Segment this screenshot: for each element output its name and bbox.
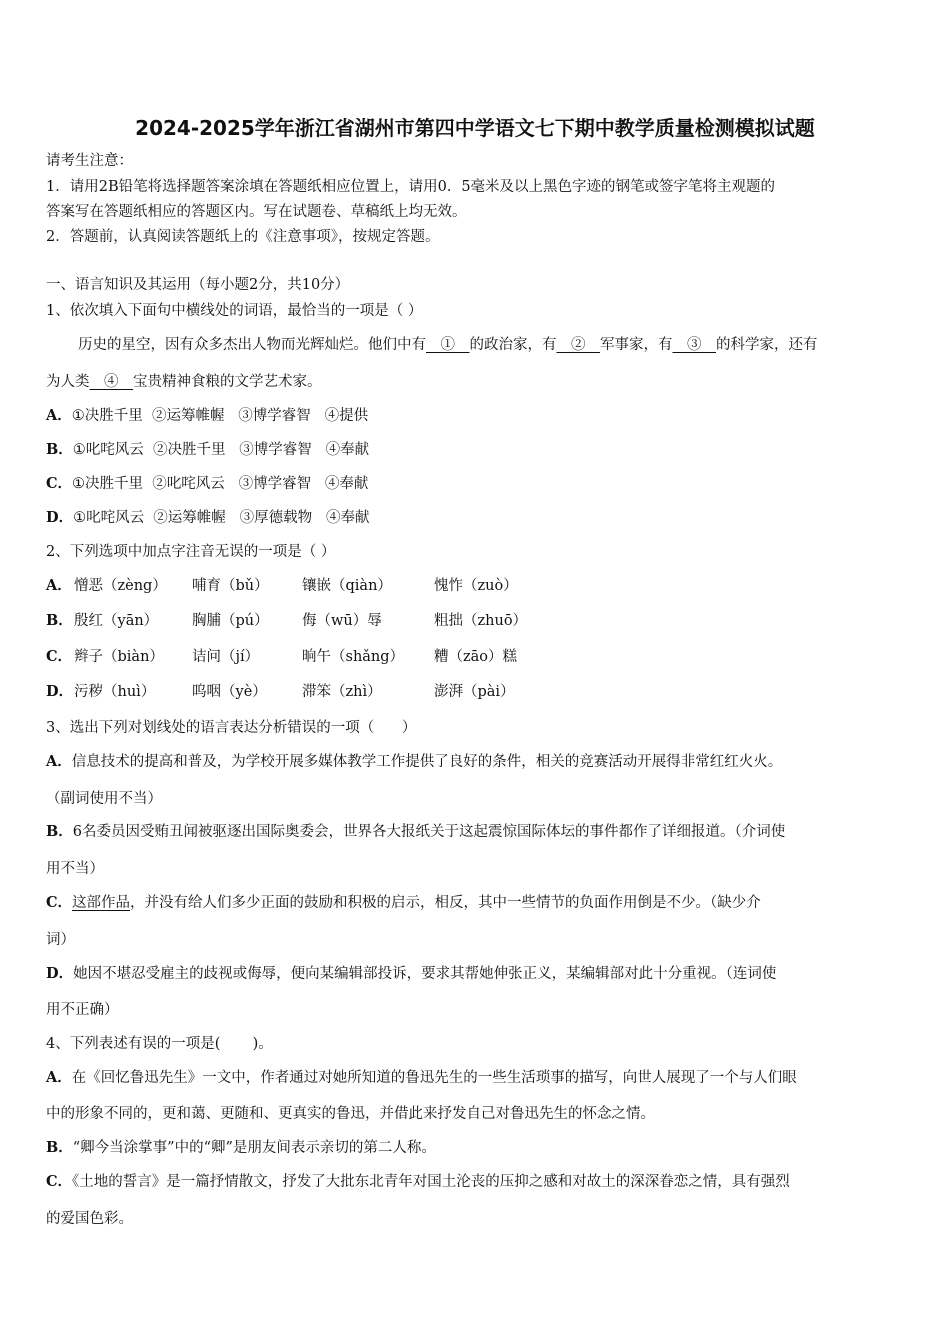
option-cell: 胸脯（pú） (192, 613, 269, 629)
passage-text: 军事家，有 (600, 337, 673, 353)
option-cell: 愧怍（zuò） (434, 578, 518, 594)
option-label: A． (46, 1069, 72, 1086)
option-label: B． (46, 612, 73, 629)
blank-2: ② (556, 337, 600, 353)
option-text: 信息技术的提高和普及，为学校开展多媒体教学工作提供了良好的条件，相关的竞赛活动开展得非常红红火火。 (71, 754, 783, 770)
option-cell: 澎湃（pài） (434, 684, 515, 700)
question-3-stem: 3、选出下列对划线处的语言表达分析错误的一项（ ） (46, 720, 417, 736)
question-1-option-b (46, 441, 369, 459)
option-cell: 晌午（shǎng） (302, 649, 405, 665)
question-3-option-b-line-1 (46, 823, 785, 841)
option-text: 《土地的誓言》是一篇抒情散文，抒发了大批东北青年对国土沦丧的压抑之感和对故土的深深眷恋之情，具有强烈 (72, 1174, 790, 1190)
passage-text: 的政治家，有 (469, 337, 557, 353)
option-cell: 呜咽（yè） (192, 684, 267, 700)
notice-item-1-line-2: 答案写在答题纸相应的答题区内。写在试题卷、草稿纸上均无效。 (46, 204, 467, 220)
question-2-stem: 2、下列选项中加点字注音无误的一项是（ ） (46, 544, 336, 560)
option-cell: 侮（wū）辱 (302, 613, 382, 629)
notice-item-1-line-1: 1．请用2B铅笔将选择题答案涂填在答题纸相应位置上，请用0．5毫米及以上黑色字迹的钢笔或签字笔将主观题的 (46, 179, 776, 195)
option-label: A． (46, 753, 72, 770)
question-4-option-c-line-1 (46, 1173, 790, 1191)
question-3-option-c-line-2: 词） (46, 932, 75, 948)
question-3-option-c-line-1 (46, 894, 761, 912)
question-1-option-a (46, 407, 368, 425)
question-2-option-c (46, 648, 906, 668)
question-4-option-c-line-2: 的爱国色彩。 (46, 1211, 133, 1227)
option-text: “卿今当涂掌事”中的“卿”是朋友间表示亲切的第二人称。 (72, 1140, 436, 1156)
underlined-phrase: 这部作品 (72, 895, 131, 911)
passage-text: 为人类 (46, 374, 90, 390)
blank-3: ③ (672, 337, 716, 353)
passage-text: 的科学家，还有 (716, 337, 818, 353)
option-label: C． (46, 475, 73, 492)
option-label: D． (46, 965, 74, 982)
question-1-option-d (46, 509, 369, 527)
notice-heading: 请考生注意： (46, 153, 133, 169)
question-2-option-d (46, 683, 906, 703)
option-text: ①决胜千里 ②运筹帷幄 ③博学睿智 ④提供 (71, 408, 369, 424)
option-text: ①叱咤风云 ②决胜千里 ③博学睿智 ④奉献 (72, 442, 370, 458)
notice-item-2: 2．答题前，认真阅读答题纸上的《注意事项》，按规定答题。 (46, 229, 440, 245)
blank-4: ④ (89, 374, 133, 390)
option-cell: 憎恶（zèng） (74, 578, 167, 594)
option-cell: 哺育（bǔ） (192, 578, 269, 594)
question-4-stem: 4、下列表述有误的一项是( )。 (46, 1036, 273, 1052)
option-label: C． (46, 648, 73, 665)
option-cell: 镶嵌（qiàn） (302, 578, 392, 594)
option-cell: 殷红（yān） (74, 613, 159, 629)
question-1-passage-line-1 (78, 336, 818, 354)
option-cell: 滞笨（zhì） (302, 684, 382, 700)
question-3-option-a-line-2: （副词使用不当） (46, 791, 162, 807)
question-2-option-a (46, 577, 906, 597)
option-text: ①叱咤风云 ②运筹帷幄 ③厚德载物 ④奉献 (73, 510, 370, 526)
section-heading: 一、语言知识及其运用（每小题2分，共10分） (46, 277, 350, 293)
question-1-passage-line-2 (46, 373, 322, 391)
option-text: 在《回忆鲁迅先生》一文中，作者通过对她所知道的鲁迅先生的一些生活琐事的描写，向世人展现了一个与人们眼 (71, 1070, 797, 1086)
option-label: C． (46, 894, 73, 911)
option-text: ，并没有给人们多少正面的鼓励和积极的启示，相反，其中一些情节的负面作用倒是不少。（缺少介 (130, 895, 761, 911)
option-label: D． (46, 683, 74, 700)
option-label: B． (46, 441, 73, 458)
question-4-option-a-line-2: 中的形象不同的，更和蔼、更随和、更真实的鲁迅，并借此来抒发自己对鲁迅先生的怀念之情。 (46, 1106, 655, 1122)
option-cell: 辫子（biàn） (74, 649, 164, 665)
passage-text: 宝贵精神食粮的文学艺术家。 (133, 374, 322, 390)
option-label: B． (46, 1139, 73, 1156)
question-1-option-c (46, 475, 368, 493)
option-label: C． (46, 1173, 73, 1190)
option-cell: 诘问（jí） (192, 649, 260, 665)
question-1-stem: 1、依次填入下面句中横线处的词语，最恰当的一项是（ ） (46, 303, 423, 319)
question-3-option-d-line-1 (46, 965, 776, 983)
question-3-option-d-line-2: 用不正确） (46, 1002, 119, 1018)
option-label: D． (46, 509, 74, 526)
question-3-option-b-line-2: 用不当） (46, 861, 104, 877)
passage-text: 历史的星空，因有众多杰出人物而光辉灿烂。他们中有 (78, 337, 426, 353)
question-3-option-a-line-1 (46, 753, 782, 771)
question-4-option-a-line-1 (46, 1069, 797, 1087)
question-2-option-b (46, 612, 906, 632)
question-4-option-b (46, 1139, 436, 1157)
option-label: A． (46, 577, 72, 594)
page-title: 2024-2025学年浙江省湖州市第四中学语文七下期中教学质量检测模拟试题 (135, 116, 815, 140)
option-label: A． (46, 407, 72, 424)
option-cell: 糟（zāo）糕 (434, 649, 518, 665)
option-cell: 粗拙（zhuō） (434, 613, 528, 629)
option-text: 6名委员因受贿丑闻被驱逐出国际奥委会，世界各大报纸关于这起震惊国际体坛的事件都作了详细报道。（介词使 (72, 824, 786, 840)
option-text: ①决胜千里 ②叱咤风云 ③博学睿智 ④奉献 (72, 476, 369, 492)
option-label: B． (46, 823, 73, 840)
option-cell: 污秽（huì） (74, 684, 156, 700)
blank-1: ① (426, 337, 470, 353)
option-text: 她因不堪忍受雇主的歧视或侮辱，便向某编辑部投诉，要求其帮她伸张正义，某编辑部对此十分重视。（连词使 (73, 966, 777, 982)
